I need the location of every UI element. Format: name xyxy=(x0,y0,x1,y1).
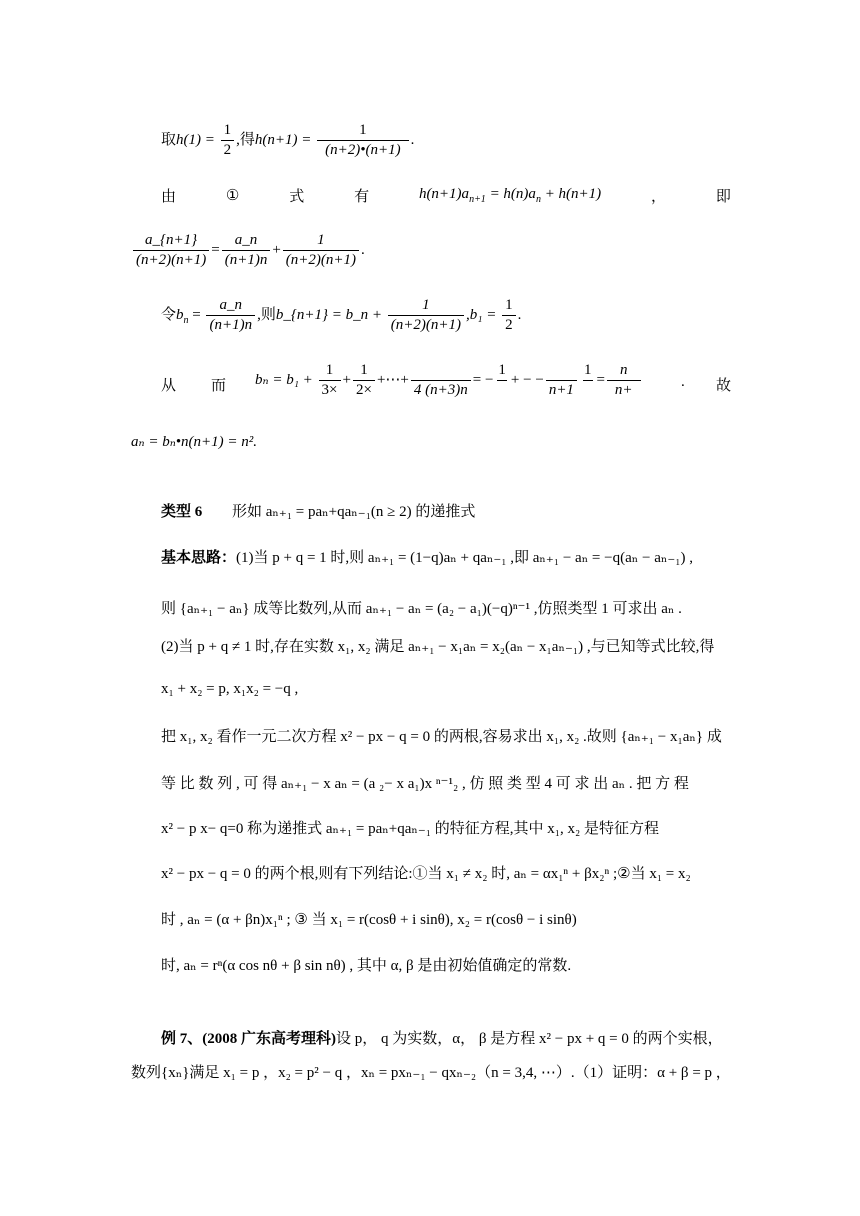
formula-part: h(n+1)a xyxy=(418,186,470,202)
period: . xyxy=(410,131,415,148)
line-2 xyxy=(161,185,731,206)
fraction-term4 xyxy=(495,362,509,399)
line-16: 时 , aₙ = (α + βn)x₁ⁿ ; ③ 当 x₁ = r(cosθ + i sinθ), x₂ = r(cosθ − i sinθ) xyxy=(161,912,577,928)
frac-den: (n+2)(n+1) xyxy=(388,315,464,334)
frac-num: 1 xyxy=(360,362,368,378)
example7-label: 例 7、(2008 广东高考理科) xyxy=(161,1031,336,1047)
frac-den xyxy=(497,380,507,399)
frac-num: a_n xyxy=(234,232,258,248)
period: . xyxy=(517,306,522,323)
frac-den: 2 xyxy=(502,315,516,334)
text-ling: 令 xyxy=(161,306,177,323)
line-15: x² − px − q = 0 的两个根,则有下列结论:①当 x₁ ≠ x₂ 时, aₙ = αx₁ⁿ + βx₂ⁿ ;②当 x₁ = x₂ xyxy=(161,866,691,882)
type6-heading xyxy=(161,500,475,521)
formula-part: = h(n)a xyxy=(485,186,536,202)
frac-den: 2× xyxy=(353,380,375,399)
ellipsis: +⋯+ xyxy=(376,371,409,388)
text-de: ,得 xyxy=(236,131,255,148)
text-cong: 从 xyxy=(161,378,177,394)
frac-den: (n+2)(n+1) xyxy=(133,250,209,269)
text-ze: ,则 xyxy=(257,306,276,323)
line-14: x² − p x− q=0 称为递推式 aₙ₊₁ = paₙ+qaₙ₋₁ 的特征方程,其中 x₁, x₂ 是特征方程 xyxy=(161,821,659,837)
frac-num: a_{n+1} xyxy=(145,232,198,248)
equals: = − xyxy=(472,371,494,388)
type6-label: 类型 6 xyxy=(161,504,203,520)
text-gu: 故 xyxy=(716,378,732,394)
text-you2: 有 xyxy=(354,189,370,205)
frac-num: 1 xyxy=(223,122,232,138)
basic-idea-text: (1)当 p + q = 1 时,则 aₙ₊₁ = (1−q)aₙ + qaₙ₋₁ ,即 aₙ₊₁ − aₙ = −q(aₙ − aₙ₋₁) , xyxy=(236,550,693,566)
fraction-result xyxy=(607,362,641,399)
period: . xyxy=(361,241,365,258)
line-13: 等 比 数 列 , 可 得 aₙ₊₁ − x aₙ = (a ₂− x a₁)x ⁿ⁻¹₂ , 仿 照 类 型 4 可 求 出 aₙ . 把 方 程 xyxy=(161,776,689,792)
comma: ， xyxy=(651,189,667,205)
subscript: n xyxy=(535,194,541,205)
frac-num: 1 xyxy=(498,362,506,378)
frac-num: n xyxy=(619,362,628,378)
line-6: aₙ = bₙ•n(n+1) = n². xyxy=(131,434,258,450)
fraction-an xyxy=(222,232,271,269)
line-9: 则 {aₙ₊₁ − aₙ} 成等比数列,从而 aₙ₊₁ − aₙ = (a₂ − a₁)(−q)ⁿ⁻¹ ,仿照类型 1 可求出 aₙ . xyxy=(161,601,682,617)
fraction-term6 xyxy=(581,362,595,399)
frac-den: (n+1)n xyxy=(206,315,255,334)
frac-num: 1 xyxy=(422,297,430,313)
formula-recurrence xyxy=(419,186,601,205)
text-you: 由 xyxy=(161,189,177,205)
frac-num: 1 xyxy=(505,297,513,313)
equals: = xyxy=(188,306,205,323)
frac-den xyxy=(583,380,593,399)
subscript: n+1 xyxy=(469,194,486,205)
formula-bn1: b_{n+1} = b_n + xyxy=(275,306,386,323)
frac-den: 2 xyxy=(221,140,235,159)
line-17: 时, aₙ = rⁿ(α cos nθ + β sin nθ) , 其中 α, β 是由初始值确定的常数. xyxy=(161,958,572,974)
subscript-n: n xyxy=(183,314,189,326)
basic-idea-line xyxy=(161,546,693,567)
fraction-term3 xyxy=(411,362,471,399)
equals: = xyxy=(211,241,220,258)
frac-num: 1 xyxy=(325,362,334,378)
circled-one: ① xyxy=(225,188,240,204)
text-ji: 即 xyxy=(715,189,731,205)
example7-line xyxy=(161,1027,723,1048)
equals: = xyxy=(596,371,605,388)
type6-text: 形如 aₙ₊₁ = paₙ+qaₙ₋₁(n ≥ 2) 的递推式 xyxy=(232,504,476,520)
frac-den: (n+2)(n+1) xyxy=(283,250,359,269)
line-11: x₁ + x₂ = p, x₁x₂ = −q , xyxy=(161,681,299,697)
var-b: b xyxy=(176,306,184,323)
formula-bn-sum xyxy=(255,362,643,399)
text-shi: 式 xyxy=(289,189,305,205)
line-19: 数列{xₙ}满足 x₁ = p ，x₂ = p² − q ，xₙ = pxₙ₋₁ − qxₙ₋₂（n = 3,4, ⋯）.（1）证明：α + β = p ， xyxy=(131,1065,731,1081)
fraction-one xyxy=(388,297,464,334)
fraction-one xyxy=(283,232,359,269)
fraction-half xyxy=(502,297,516,334)
frac-den: 3× xyxy=(319,380,341,399)
period: . xyxy=(681,374,685,390)
text-er: 而 xyxy=(211,378,227,394)
frac-num xyxy=(436,362,446,380)
basic-idea-label: 基本思路： xyxy=(161,550,237,566)
line-3 xyxy=(131,232,365,269)
line-4 xyxy=(161,297,521,334)
fraction-term1 xyxy=(319,362,341,399)
frac-den: n+ xyxy=(607,380,641,399)
text-qu: 取 xyxy=(161,131,177,148)
plus: + xyxy=(272,241,281,258)
fraction-bn xyxy=(206,297,255,334)
frac-den: n+1 xyxy=(546,380,577,399)
line-10: (2)当 p + q ≠ 1 时,存在实数 x₁, x₂ 满足 aₙ₊₁ − x₁aₙ = x₂(aₙ − x₁aₙ₋₁) ,与已知等式比较,得 xyxy=(161,639,715,655)
formula-part: + h(n+1) xyxy=(540,186,602,202)
fraction-hn1 xyxy=(317,122,408,159)
operators: + − − xyxy=(510,371,544,388)
example7-text: 设 p， q 为实数，α， β 是方程 x² − px + q = 0 的两个实根， xyxy=(336,1031,723,1047)
formula-hn1: h(n+1) = xyxy=(254,131,316,148)
frac-num: 1 xyxy=(583,362,592,378)
formula-h1: h(1) = xyxy=(176,131,219,148)
frac-den: (n+1)n xyxy=(222,250,271,269)
plus: + xyxy=(342,371,351,388)
fraction-term2 xyxy=(353,362,375,399)
frac-den: (n+2)•(n+1) xyxy=(317,140,408,159)
frac-num: 1 xyxy=(359,122,367,138)
frac-num: 1 xyxy=(317,232,325,248)
fraction-an1 xyxy=(133,232,209,269)
fraction-half xyxy=(221,122,235,159)
line-1 xyxy=(161,122,414,159)
frac-den: 4 (n+3)n xyxy=(411,380,471,399)
formula-part: bₙ = b₁ + xyxy=(255,371,317,388)
formula-b1: ,b₁ = xyxy=(465,306,501,323)
fraction-term5 xyxy=(546,362,577,399)
frac-num: a_n xyxy=(219,297,243,313)
frac-num xyxy=(557,362,567,380)
line-12: 把 x₁, x₂ 看作一元二次方程 x² − px − q = 0 的两根,容易求出 x₁, x₂ .故则 {aₙ₊₁ − x₁aₙ} 成 xyxy=(161,729,722,745)
